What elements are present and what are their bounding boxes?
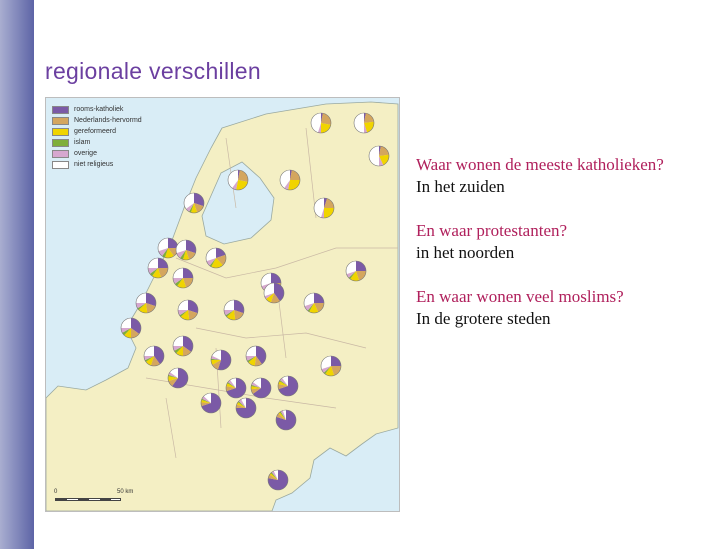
pie-symbol: [178, 300, 198, 320]
legend-swatch: [52, 161, 69, 169]
pie-symbol: [268, 470, 288, 490]
legend-label: rooms-katholiek: [74, 106, 124, 113]
legend-item: [52, 126, 200, 137]
legend-label: overige: [74, 150, 97, 157]
pie-symbol: [278, 376, 298, 396]
pie-symbol: [136, 293, 156, 313]
legend-item: [52, 115, 200, 126]
legend-swatch: [52, 150, 69, 158]
legend-item: [52, 137, 200, 148]
pie-symbol: [280, 170, 300, 190]
scale-line: [55, 498, 121, 501]
pie-symbol: [228, 170, 248, 190]
question-text: En waar protestanten?: [416, 221, 568, 240]
pie-symbol: [158, 238, 178, 258]
pie-symbol: [226, 378, 246, 398]
pie-symbol: [211, 350, 231, 370]
scale-bar: [52, 488, 172, 504]
pie-symbol: [354, 113, 374, 133]
pie-symbol: [276, 410, 296, 430]
legend-item: [52, 104, 200, 115]
pie-symbol: [173, 336, 193, 356]
question-answer-panel: [416, 154, 721, 330]
pie-symbol: [236, 398, 256, 418]
legend-label: niet religieus: [74, 161, 114, 168]
question-text: Waar wonen de meeste katholieken?: [416, 155, 664, 174]
map-legend: [52, 104, 200, 170]
question-text: En waar wonen veel moslims?: [416, 287, 624, 306]
legend-label: gereformeerd: [74, 128, 117, 135]
scale-start-label: 0: [54, 489, 58, 495]
pie-symbol: [168, 368, 188, 388]
pie-symbol: [264, 283, 284, 303]
legend-item: [52, 159, 200, 170]
pie-symbol: [311, 113, 331, 133]
qa-block: [416, 220, 721, 264]
pie-symbol: [121, 318, 141, 338]
legend-item: [52, 148, 200, 159]
legend-swatch: [52, 106, 69, 114]
sidebar-gradient: [0, 0, 34, 549]
pie-symbol: [304, 293, 324, 313]
legend-swatch: [52, 117, 69, 125]
pie-symbol: [148, 258, 168, 278]
pie-symbol: [251, 378, 271, 398]
legend-swatch: [52, 139, 69, 147]
pie-symbol: [246, 346, 266, 366]
legend-label: Nederlands-hervormd: [74, 117, 142, 124]
answer-text: In de grotere steden: [416, 309, 551, 328]
pie-symbol: [206, 248, 226, 268]
pie-symbol: [369, 146, 389, 166]
pie-symbol: [173, 268, 193, 288]
pie-symbol: [224, 300, 244, 320]
pie-symbol: [176, 240, 196, 260]
religion-map: [45, 97, 400, 512]
qa-block: [416, 286, 721, 330]
pie-symbol: [321, 356, 341, 376]
pie-symbol: [346, 261, 366, 281]
answer-text: In het zuiden: [416, 177, 505, 196]
pie-symbol: [184, 193, 204, 213]
pie-symbol: [201, 393, 221, 413]
slide-title: regionale verschillen: [45, 58, 261, 84]
pie-symbol: [314, 198, 334, 218]
legend-label: islam: [74, 139, 91, 146]
answer-text: in het noorden: [416, 243, 515, 262]
qa-block: [416, 154, 721, 198]
pie-symbol: [144, 346, 164, 366]
legend-swatch: [52, 128, 69, 136]
scale-end-label: 50 km: [117, 489, 134, 495]
